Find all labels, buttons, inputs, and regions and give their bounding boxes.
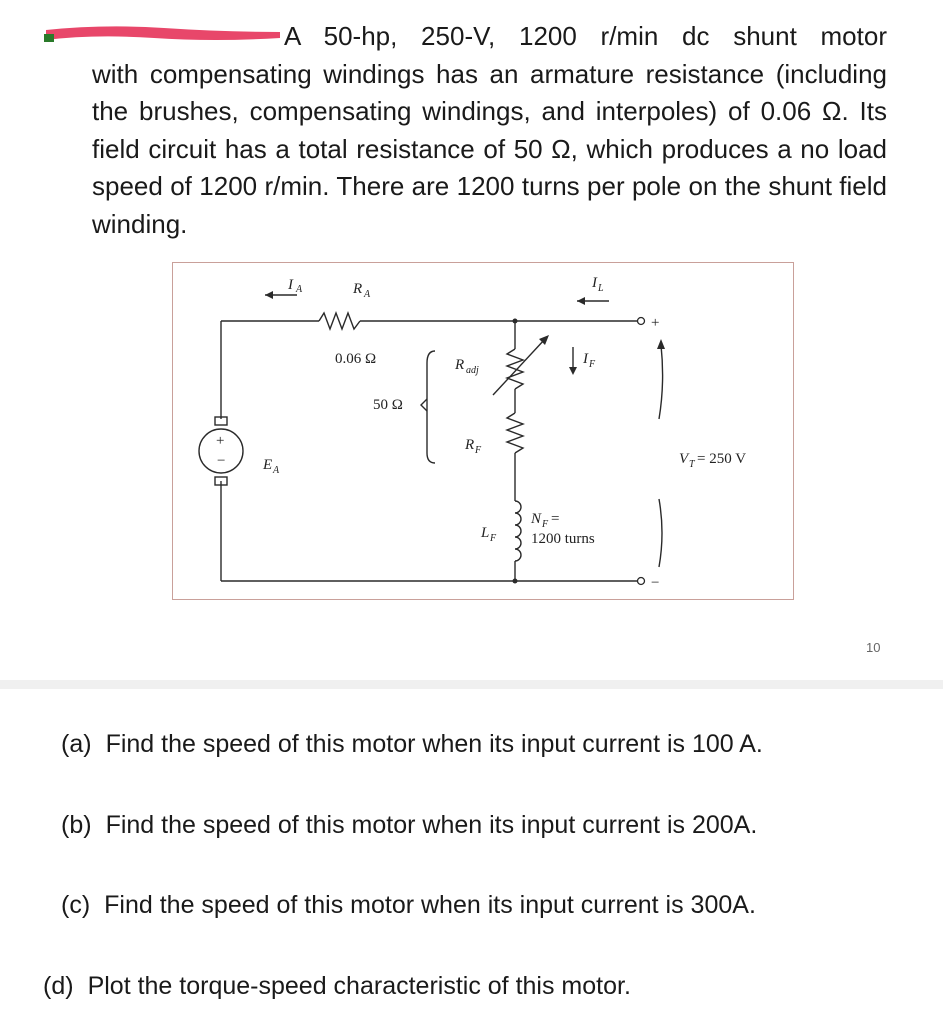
question-b bbox=[61, 810, 757, 840]
nf-sub: F bbox=[542, 519, 549, 530]
vt-label: V bbox=[679, 451, 689, 467]
rf-sub: F bbox=[475, 445, 482, 456]
ea-label: E bbox=[263, 457, 273, 473]
slide-divider bbox=[0, 680, 943, 689]
problem-body: with compensating windings has an armature resistance (including the brushes, compensating windings, and interpoles) of 0.06 Ω. Its field circuit has a total resistance of 50 Ω, which produces a no load speed of 1200 r/min. There are 1200 turns per pole on the shunt field winding. bbox=[92, 58, 887, 239]
il-label: I bbox=[592, 275, 597, 291]
bracket-notch bbox=[421, 399, 427, 411]
ia-sub: A bbox=[296, 284, 303, 295]
radj-resistor-symbol bbox=[507, 349, 523, 389]
vt-arc-lower bbox=[659, 499, 662, 567]
plus-terminal-label: + bbox=[651, 315, 660, 331]
top-junction bbox=[513, 319, 518, 324]
bottom-junction bbox=[513, 579, 518, 584]
nf-label: N bbox=[531, 511, 542, 527]
question-c-letter: (c) bbox=[61, 891, 91, 919]
question-d bbox=[43, 971, 631, 1001]
question-b-text: Find the speed of this motor when its input current is 200A. bbox=[105, 811, 758, 839]
if-sub: F bbox=[589, 359, 596, 370]
radj-sub: adj bbox=[466, 365, 479, 376]
lf-inductor-symbol bbox=[515, 501, 521, 561]
vt-arc-upper bbox=[659, 345, 663, 419]
page-number: 10 bbox=[866, 640, 881, 655]
ra-label: R bbox=[353, 281, 363, 297]
problem-first-line: A 50-hp, 250-V, 1200 r/min dc shunt motor bbox=[284, 21, 887, 51]
positive-terminal bbox=[638, 318, 645, 325]
ia-arrow-head bbox=[265, 291, 273, 299]
ra-sub: A bbox=[364, 289, 371, 300]
problem-statement bbox=[92, 18, 887, 243]
circuit-figure bbox=[172, 262, 794, 600]
question-a-letter: (a) bbox=[61, 730, 92, 758]
if-arrow-head bbox=[569, 367, 577, 375]
minus-terminal-label: − bbox=[651, 575, 660, 591]
ia-label: I bbox=[288, 277, 293, 293]
source-plus: + bbox=[216, 433, 225, 449]
question-a-text: Find the speed of this motor when its input current is 100 A. bbox=[105, 730, 763, 758]
lf-sub: F bbox=[490, 533, 497, 544]
radj-label: R bbox=[455, 357, 465, 373]
lf-label: L bbox=[481, 525, 490, 541]
question-c-text: Find the speed of this motor when its input current is 300A. bbox=[104, 891, 756, 919]
vt-sub: T bbox=[689, 459, 695, 470]
nf-value: 1200 turns bbox=[531, 531, 595, 547]
question-d-text: Plot the torque-speed characteristic of this motor. bbox=[87, 972, 631, 1000]
ea-sub: A bbox=[273, 465, 280, 476]
question-a bbox=[61, 729, 763, 759]
source-minus: − bbox=[217, 453, 226, 469]
rf-label: R bbox=[465, 437, 475, 453]
question-d-letter: (d) bbox=[43, 972, 74, 1000]
negative-terminal bbox=[638, 578, 645, 585]
vt-arrow-head bbox=[657, 339, 665, 349]
if-label: I bbox=[583, 351, 588, 367]
il-arrow-head bbox=[577, 297, 585, 305]
field-total-resistance: 50 Ω bbox=[373, 397, 403, 413]
ra-value: 0.06 Ω bbox=[335, 351, 377, 367]
field-resistance-bracket bbox=[427, 351, 435, 463]
armature-resistor-symbol bbox=[319, 313, 360, 329]
shunt-motor-circuit-diagram bbox=[173, 263, 795, 601]
question-b-letter: (b) bbox=[61, 811, 92, 839]
nf-equals: = bbox=[551, 511, 560, 527]
question-c bbox=[61, 890, 756, 920]
il-sub: L bbox=[598, 283, 604, 294]
rf-resistor-symbol bbox=[507, 413, 523, 453]
vt-value: = 250 V bbox=[697, 451, 747, 467]
